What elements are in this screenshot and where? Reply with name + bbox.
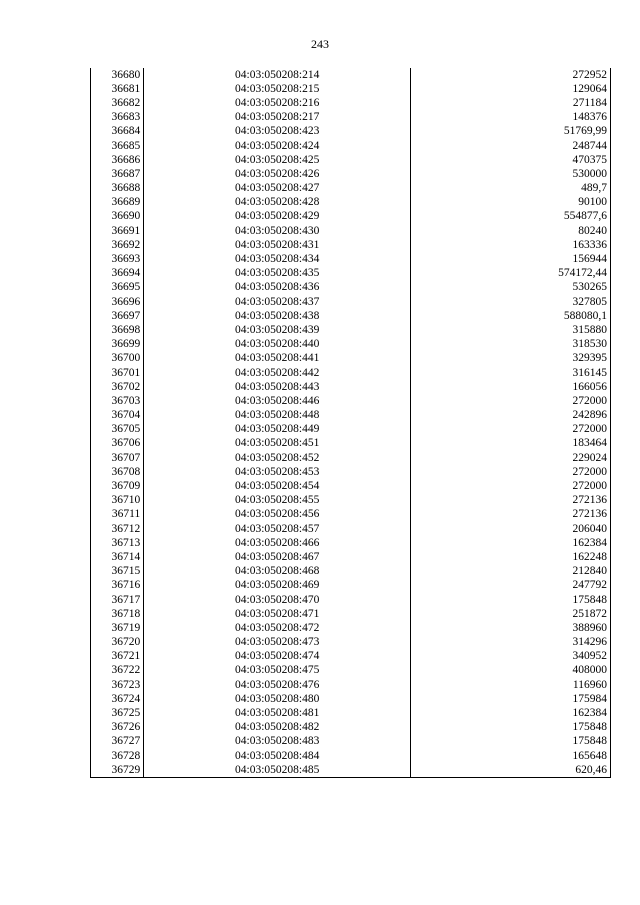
cadastral-number-cell: 04:03:050208:435 (144, 267, 411, 281)
value-cell: 574172,44 (411, 267, 611, 281)
table-row (91, 749, 611, 763)
table-row (91, 479, 611, 493)
table-body (91, 68, 611, 778)
table-row (91, 579, 611, 593)
value-cell: 162384 (411, 536, 611, 550)
value-cell: 229024 (411, 451, 611, 465)
row-number-cell: 36680 (91, 68, 144, 82)
value-cell: 166056 (411, 380, 611, 394)
cadastral-number-cell: 04:03:050208:439 (144, 323, 411, 337)
table-row (91, 763, 611, 778)
value-cell: 318530 (411, 338, 611, 352)
value-cell: 388960 (411, 621, 611, 635)
row-number-cell: 36686 (91, 153, 144, 167)
cadastral-number-cell: 04:03:050208:430 (144, 224, 411, 238)
row-number-cell: 36690 (91, 210, 144, 224)
table-row (91, 394, 611, 408)
cadastral-number-cell: 04:03:050208:453 (144, 465, 411, 479)
table-row (91, 494, 611, 508)
table-row (91, 196, 611, 210)
value-cell: 163336 (411, 238, 611, 252)
table-row (91, 139, 611, 153)
value-cell: 206040 (411, 522, 611, 536)
table-row (91, 68, 611, 82)
row-number-cell: 36727 (91, 735, 144, 749)
table-row (91, 437, 611, 451)
row-number-cell: 36704 (91, 409, 144, 423)
row-number-cell: 36718 (91, 607, 144, 621)
row-number-cell: 36721 (91, 650, 144, 664)
row-number-cell: 36728 (91, 749, 144, 763)
cadastral-number-cell: 04:03:050208:427 (144, 182, 411, 196)
cadastral-number-cell: 04:03:050208:469 (144, 579, 411, 593)
value-cell: 175848 (411, 721, 611, 735)
table-row (91, 692, 611, 706)
cadastral-number-cell: 04:03:050208:467 (144, 550, 411, 564)
table-row (91, 706, 611, 720)
cadastral-number-cell: 04:03:050208:215 (144, 82, 411, 96)
row-number-cell: 36706 (91, 437, 144, 451)
row-number-cell: 36701 (91, 366, 144, 380)
row-number-cell: 36726 (91, 721, 144, 735)
value-cell: 272000 (411, 423, 611, 437)
cadastral-number-cell: 04:03:050208:428 (144, 196, 411, 210)
table-row (91, 735, 611, 749)
cadastral-number-cell: 04:03:050208:437 (144, 295, 411, 309)
row-number-cell: 36695 (91, 281, 144, 295)
cadastral-number-cell: 04:03:050208:471 (144, 607, 411, 621)
row-number-cell: 36702 (91, 380, 144, 394)
value-cell: 620,46 (411, 763, 611, 778)
value-cell: 530000 (411, 167, 611, 181)
cadastral-number-cell: 04:03:050208:485 (144, 763, 411, 778)
value-cell: 51769,99 (411, 125, 611, 139)
cadastral-number-cell: 04:03:050208:440 (144, 338, 411, 352)
cadastral-number-cell: 04:03:050208:438 (144, 309, 411, 323)
cadastral-number-cell: 04:03:050208:476 (144, 678, 411, 692)
row-number-cell: 36715 (91, 565, 144, 579)
row-number-cell: 36688 (91, 182, 144, 196)
row-number-cell: 36720 (91, 636, 144, 650)
cadastral-number-cell: 04:03:050208:472 (144, 621, 411, 635)
row-number-cell: 36709 (91, 479, 144, 493)
table-row (91, 167, 611, 181)
cadastral-number-cell: 04:03:050208:451 (144, 437, 411, 451)
value-cell: 272000 (411, 394, 611, 408)
value-cell: 530265 (411, 281, 611, 295)
cadastral-number-cell: 04:03:050208:424 (144, 139, 411, 153)
row-number-cell: 36689 (91, 196, 144, 210)
cadastral-number-cell: 04:03:050208:454 (144, 479, 411, 493)
cadastral-number-cell: 04:03:050208:426 (144, 167, 411, 181)
row-number-cell: 36717 (91, 593, 144, 607)
row-number-cell: 36699 (91, 338, 144, 352)
value-cell: 242896 (411, 409, 611, 423)
row-number-cell: 36685 (91, 139, 144, 153)
value-cell: 314296 (411, 636, 611, 650)
table-row (91, 366, 611, 380)
value-cell: 272952 (411, 68, 611, 82)
table-row (91, 295, 611, 309)
table-row (91, 593, 611, 607)
row-number-cell: 36700 (91, 352, 144, 366)
value-cell: 129064 (411, 82, 611, 96)
table-row (91, 323, 611, 337)
value-cell: 470375 (411, 153, 611, 167)
row-number-cell: 36697 (91, 309, 144, 323)
table-row (91, 352, 611, 366)
row-number-cell: 36724 (91, 692, 144, 706)
table-row (91, 153, 611, 167)
value-cell: 116960 (411, 678, 611, 692)
cadastral-number-cell: 04:03:050208:446 (144, 394, 411, 408)
row-number-cell: 36696 (91, 295, 144, 309)
cadastral-number-cell: 04:03:050208:431 (144, 238, 411, 252)
cadastral-number-cell: 04:03:050208:455 (144, 494, 411, 508)
row-number-cell: 36708 (91, 465, 144, 479)
table-row (91, 451, 611, 465)
table-row (91, 267, 611, 281)
value-cell: 156944 (411, 252, 611, 266)
page-number: 243 (311, 37, 329, 51)
row-number-cell: 36694 (91, 267, 144, 281)
row-number-cell: 36712 (91, 522, 144, 536)
value-cell: 554877,6 (411, 210, 611, 224)
row-number-cell: 36710 (91, 494, 144, 508)
cadastral-number-cell: 04:03:050208:443 (144, 380, 411, 394)
table-row (91, 565, 611, 579)
table-row (91, 210, 611, 224)
value-cell: 175984 (411, 692, 611, 706)
table-row (91, 82, 611, 96)
table-row (91, 182, 611, 196)
cadastral-number-cell: 04:03:050208:214 (144, 68, 411, 82)
value-cell: 271184 (411, 96, 611, 110)
value-cell: 251872 (411, 607, 611, 621)
cadastral-number-cell: 04:03:050208:425 (144, 153, 411, 167)
table-row (91, 536, 611, 550)
cadastral-number-cell: 04:03:050208:473 (144, 636, 411, 650)
cadastral-number-cell: 04:03:050208:475 (144, 664, 411, 678)
cadastral-number-cell: 04:03:050208:474 (144, 650, 411, 664)
table-row (91, 338, 611, 352)
value-cell: 408000 (411, 664, 611, 678)
table-row (91, 224, 611, 238)
value-cell: 175848 (411, 735, 611, 749)
value-cell: 165648 (411, 749, 611, 763)
value-cell: 90100 (411, 196, 611, 210)
row-number-cell: 36683 (91, 111, 144, 125)
row-number-cell: 36713 (91, 536, 144, 550)
table-row (91, 380, 611, 394)
cadastral-number-cell: 04:03:050208:423 (144, 125, 411, 139)
cadastral-number-cell: 04:03:050208:429 (144, 210, 411, 224)
cadastral-number-cell: 04:03:050208:480 (144, 692, 411, 706)
cadastral-number-cell: 04:03:050208:457 (144, 522, 411, 536)
table-row (91, 125, 611, 139)
value-cell: 247792 (411, 579, 611, 593)
cadastral-number-cell: 04:03:050208:482 (144, 721, 411, 735)
row-number-cell: 36723 (91, 678, 144, 692)
cadastral-number-cell: 04:03:050208:466 (144, 536, 411, 550)
cadastral-number-cell: 04:03:050208:470 (144, 593, 411, 607)
value-cell: 272000 (411, 479, 611, 493)
cadastral-number-cell: 04:03:050208:217 (144, 111, 411, 125)
cadastral-number-cell: 04:03:050208:436 (144, 281, 411, 295)
table-row (91, 409, 611, 423)
value-cell: 315880 (411, 323, 611, 337)
value-cell: 340952 (411, 650, 611, 664)
value-cell: 162384 (411, 706, 611, 720)
row-number-cell: 36729 (91, 763, 144, 778)
row-number-cell: 36693 (91, 252, 144, 266)
row-number-cell: 36719 (91, 621, 144, 635)
table-row (91, 96, 611, 110)
table-row (91, 309, 611, 323)
value-cell: 316145 (411, 366, 611, 380)
value-cell: 175848 (411, 593, 611, 607)
value-cell: 80240 (411, 224, 611, 238)
value-cell: 148376 (411, 111, 611, 125)
table-row (91, 650, 611, 664)
table-row (91, 550, 611, 564)
row-number-cell: 36687 (91, 167, 144, 181)
cadastral-number-cell: 04:03:050208:484 (144, 749, 411, 763)
row-number-cell: 36722 (91, 664, 144, 678)
value-cell: 272136 (411, 508, 611, 522)
value-cell: 588080,1 (411, 309, 611, 323)
row-number-cell: 36711 (91, 508, 144, 522)
cadastral-number-cell: 04:03:050208:452 (144, 451, 411, 465)
value-cell: 489,7 (411, 182, 611, 196)
table-row (91, 678, 611, 692)
cadastral-number-cell: 04:03:050208:441 (144, 352, 411, 366)
cadastral-number-cell: 04:03:050208:448 (144, 409, 411, 423)
value-cell: 183464 (411, 437, 611, 451)
row-number-cell: 36707 (91, 451, 144, 465)
table-row (91, 423, 611, 437)
row-number-cell: 36714 (91, 550, 144, 564)
value-cell: 162248 (411, 550, 611, 564)
cadastral-number-cell: 04:03:050208:468 (144, 565, 411, 579)
value-cell: 327805 (411, 295, 611, 309)
value-cell: 272136 (411, 494, 611, 508)
table-row (91, 522, 611, 536)
table-row (91, 621, 611, 635)
table-row (91, 508, 611, 522)
cadastral-number-cell: 04:03:050208:481 (144, 706, 411, 720)
row-number-cell: 36698 (91, 323, 144, 337)
table-row (91, 238, 611, 252)
cadastral-number-cell: 04:03:050208:442 (144, 366, 411, 380)
row-number-cell: 36705 (91, 423, 144, 437)
table-row (91, 607, 611, 621)
value-cell: 272000 (411, 465, 611, 479)
table-row (91, 664, 611, 678)
value-cell: 212840 (411, 565, 611, 579)
value-cell: 329395 (411, 352, 611, 366)
cadastral-number-cell: 04:03:050208:216 (144, 96, 411, 110)
row-number-cell: 36725 (91, 706, 144, 720)
table-row (91, 111, 611, 125)
cadastral-number-cell: 04:03:050208:434 (144, 252, 411, 266)
table-row (91, 281, 611, 295)
row-number-cell: 36681 (91, 82, 144, 96)
row-number-cell: 36716 (91, 579, 144, 593)
cadastral-number-cell: 04:03:050208:456 (144, 508, 411, 522)
row-number-cell: 36691 (91, 224, 144, 238)
table-row (91, 252, 611, 266)
table-row (91, 721, 611, 735)
value-cell: 248744 (411, 139, 611, 153)
row-number-cell: 36682 (91, 96, 144, 110)
cadastral-number-cell: 04:03:050208:483 (144, 735, 411, 749)
row-number-cell: 36692 (91, 238, 144, 252)
cadastral-value-table (90, 68, 611, 778)
table-row (91, 636, 611, 650)
table-row (91, 465, 611, 479)
row-number-cell: 36684 (91, 125, 144, 139)
cadastral-number-cell: 04:03:050208:449 (144, 423, 411, 437)
row-number-cell: 36703 (91, 394, 144, 408)
